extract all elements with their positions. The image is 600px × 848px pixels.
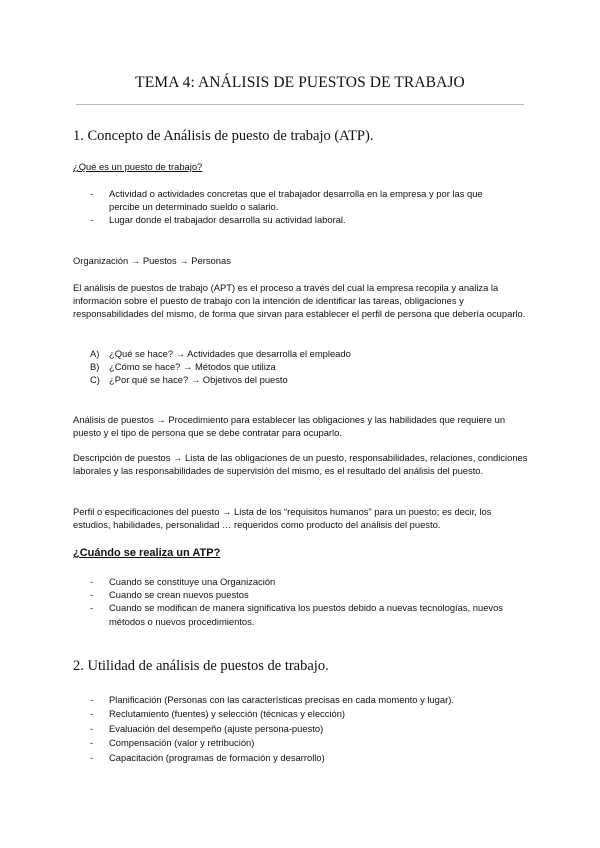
- title-divider: [76, 104, 524, 105]
- apt-definition: El análisis de puestos de trabajo (APT) es el proceso a través del cual la empresa recopila y analiza la información sobre el puesto de trabajo con la intención de identificar las tareas, obligaciones y responsabilidades del mismo, de forma que sirvan para establecer el perfil de persona que debería ocuparlo.: [73, 282, 526, 320]
- section-1-heading: 1. Concepto de Análisis de puesto de trabajo (ATP).: [73, 128, 374, 144]
- list-item: - Compensación (valor y retribución): [73, 736, 528, 750]
- analisis-paragraph: Análisis de puestos → Procedimiento para establecer las obligaciones y las habilidades que requiere un puesto y el tipo de persona que se debe contratar para ocuparlo.: [73, 414, 506, 439]
- list-item: [73, 373, 528, 386]
- perfil-paragraph: Perfil o especificaciones del puesto → Lista de los “requisitos humanos” para un puesto; es decir, los estudios, habilidades, personalidad … requeridos como producto del análisis del puesto.: [73, 506, 492, 531]
- list-text: ¿Cómo se hace? → Métodos que utiliza: [109, 361, 276, 373]
- job-definition-list: [73, 187, 513, 227]
- list-item: - Cuando se crean nuevos puestos: [73, 588, 513, 601]
- list-item: [73, 347, 528, 360]
- section-2-heading: 2. Utilidad de análisis de puestos de trabajo.: [73, 658, 329, 674]
- list-item: [73, 360, 528, 373]
- list-item: - Actividad o actividades concretas que el trabajador desarrolla en la empresa y por las que percibe un determinado sueldo o salario.: [73, 187, 513, 213]
- list-text: ¿Por qué se hace? → Objetivos del puesto: [109, 374, 288, 386]
- descripcion-paragraph: Descripción de puestos → Lista de las obligaciones de un puesto, responsabilidades, relaciones, condiciones laborales y las responsabilidades de supervisión del mismo, es el resultado del análisis del puesto.: [73, 452, 528, 477]
- question-list: [73, 347, 528, 387]
- flow-text: Organización → Puestos → Personas: [73, 255, 231, 266]
- list-item: - Evaluación del desempeño (ajuste persona-puesto): [73, 722, 528, 736]
- list-item: - Cuando se constituye una Organización: [73, 575, 513, 588]
- list-marker: A): [90, 348, 100, 359]
- list-item: - Lugar donde el trabajador desarrolla su actividad laboral.: [73, 213, 513, 226]
- utility-list: [73, 693, 528, 765]
- page-title: TEMA 4: ANÁLISIS DE PUESTOS DE TRABAJO: [135, 74, 465, 91]
- when-heading: ¿Cuándo se realiza un ATP?: [73, 547, 221, 559]
- list-item: - Planificación (Personas con las características precisas en cada momento y lugar).: [73, 693, 528, 707]
- list-text: ¿Qué se hace? → Actividades que desarrolla el empleado: [109, 348, 351, 359]
- list-item: - Cuando se modifican de manera significativa los puestos debido a nuevas tecnologías, nuevos métodos o nuevos procedimientos.: [73, 601, 513, 627]
- list-item: - Reclutamiento (fuentes) y selección (técnicas y elección): [73, 707, 528, 721]
- list-item: - Capacitación (programas de formación y desarrollo): [73, 751, 528, 765]
- question-what-is-job: [73, 160, 528, 173]
- list-marker: B): [90, 361, 100, 373]
- list-marker: C): [90, 374, 100, 386]
- question-text: ¿Qué es un puesto de trabajo?: [73, 161, 203, 172]
- when-list: [73, 575, 513, 628]
